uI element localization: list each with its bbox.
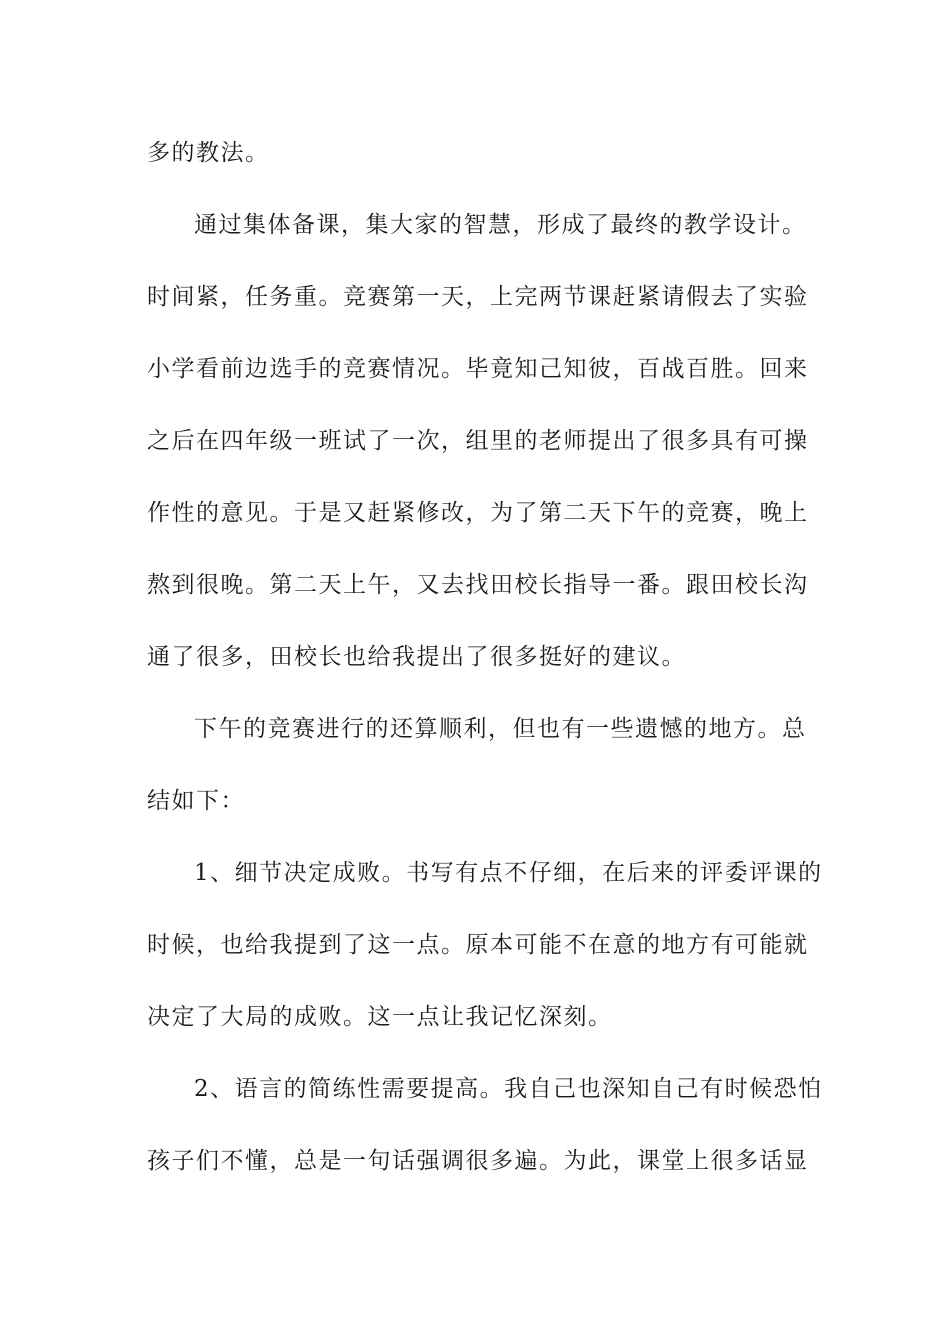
text-line: 作性的意见。于是又赶紧修改，为了第二天下午的竞赛，晚上 — [147, 500, 809, 526]
text-line: 多的教法。 — [147, 140, 270, 166]
text-line: 决定了大局的成败。这一点让我记忆深刻。 — [147, 1004, 613, 1030]
text-line: 结如下： — [147, 788, 245, 814]
list-item-2-line: 2、语言的简练性需要提高。我自己也深知自己有时候恐怕 — [194, 1076, 823, 1102]
paragraph-start-line: 下午的竞赛进行的还算顺利，但也有一些遗憾的地方。总 — [194, 716, 807, 742]
text-line: 小学看前边选手的竞赛情况。毕竟知己知彼，百战百胜。回来 — [147, 356, 809, 382]
text-line: 时间紧，任务重。竞赛第一天，上完两节课赶紧请假去了实验 — [147, 284, 809, 310]
text-line: 通了很多，田校长也给我提出了很多挺好的建议。 — [147, 644, 686, 670]
text-line: 时候，也给我提到了这一点。原本可能不在意的地方有可能就 — [147, 932, 809, 958]
text-line: 之后在四年级一班试了一次，组里的老师提出了很多具有可操 — [147, 428, 809, 454]
text-line: 熬到很晚。第二天上午，又去找田校长指导一番。跟田校长沟 — [147, 572, 809, 598]
list-item-1-line: 1、细节决定成败。书写有点不仔细，在后来的评委评课的 — [194, 860, 823, 886]
text-line: 孩子们不懂，总是一句话强调很多遍。为此，课堂上很多话显 — [147, 1148, 809, 1174]
paragraph-start-line: 通过集体备课，集大家的智慧，形成了最终的教学设计。 — [194, 212, 807, 238]
